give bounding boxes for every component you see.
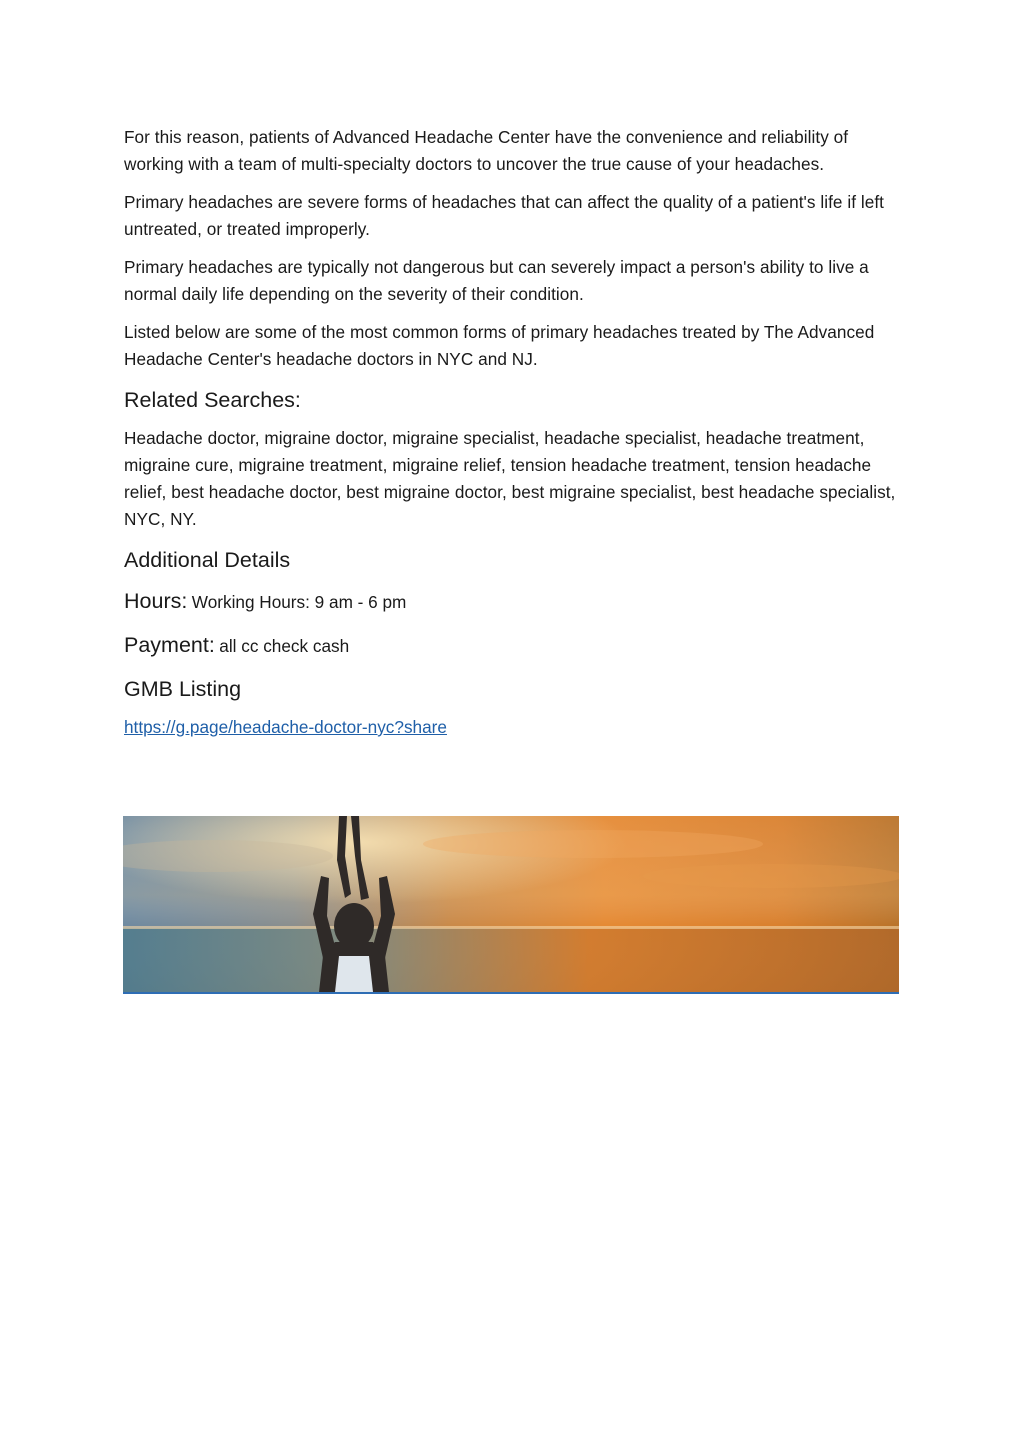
yoga-banner-image — [123, 816, 899, 992]
related-searches-heading: Related Searches: — [124, 388, 301, 412]
paragraph-primary-headaches: Primary headaches are severe forms of headaches that can affect the quality of a patient's life if left untreated, or treated improperly. — [124, 192, 885, 239]
additional-details-heading: Additional Details — [124, 548, 291, 572]
yoga-sunset-icon — [123, 816, 899, 992]
hours-value: Working Hours: 9 am - 6 pm — [191, 592, 407, 612]
payment-label: Payment: — [124, 633, 215, 657]
payment-row — [124, 631, 899, 662]
paragraph-intro: For this reason, patients of Advanced Headache Center have the convenience and reliability of working with a team of multi-specialty doctors to uncover the true cause of your headaches. — [124, 127, 849, 174]
paragraph-not-dangerous: Primary headaches are typically not dangerous but can severely impact a person's ability to live a normal daily life depending on the severity of their condition. — [124, 257, 869, 304]
banner-underline — [123, 992, 899, 994]
paragraph-listed-below: Listed below are some of the most common forms of primary headaches treated by The Advanced Headache Center's headache doctors in NYC and NJ. — [124, 322, 875, 369]
hours-row — [124, 587, 899, 618]
document-page — [124, 124, 899, 741]
gmb-listing-heading: GMB Listing — [124, 677, 242, 701]
gmb-listing-link[interactable]: https://g.page/headache-doctor-nyc?share — [124, 717, 447, 737]
related-searches-text: Headache doctor, migraine doctor, migraine specialist, headache specialist, headache treatment, migraine cure, migraine treatment, migraine relief, tension headache treatment, tension headache relief, best headache doctor, best migraine doctor, best migraine specialist, best headache specialist, NYC, NY. — [124, 428, 896, 529]
payment-value: all cc check cash — [219, 636, 350, 656]
hours-label: Hours: — [124, 589, 188, 613]
